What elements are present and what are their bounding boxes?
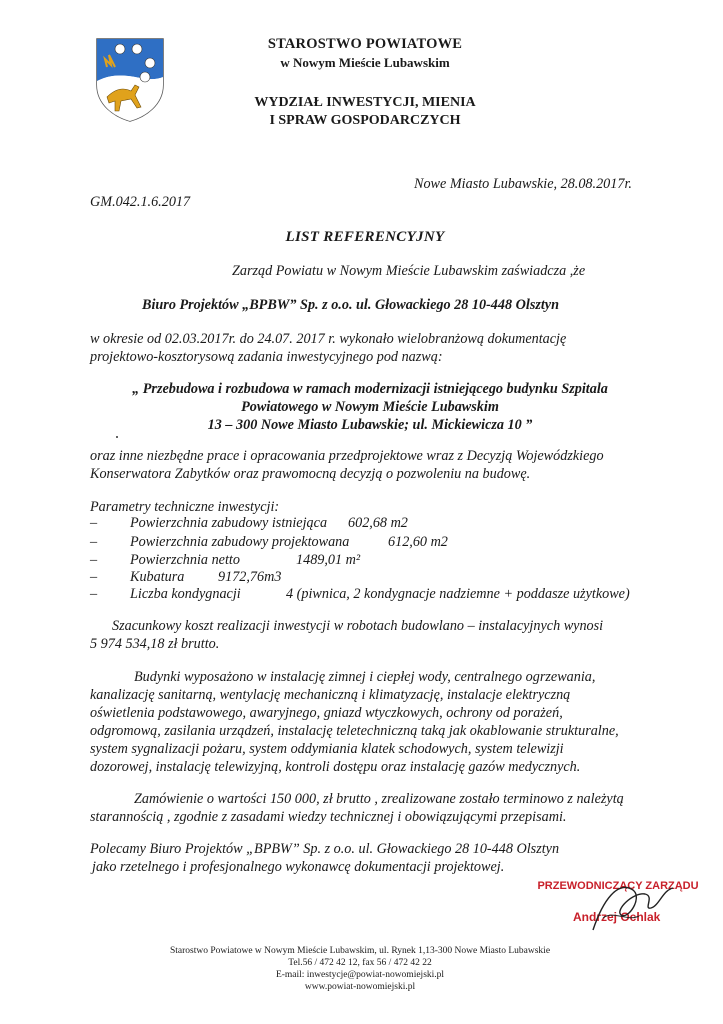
other-line-2: Konserwatora Zabytków oraz prawomocną decyzją o pozwoleniu na budowę. bbox=[90, 466, 531, 482]
footer-address: Starostwo Powiatowe w Nowym Mieście Lubawskim, ul. Rynek 1,13-300 Nowe Miasto Lubawskie bbox=[169, 946, 551, 956]
reference-number: GM.042.1.6.2017 bbox=[90, 194, 191, 210]
project-line-2: Powiatowego w Nowym Mieście Lubawskim bbox=[241, 399, 499, 415]
footer-website: www.powiat-nowomiejski.pl bbox=[304, 982, 416, 992]
company-line: Biuro Projektów „BPBW” Sp. z o.o. ul. Głowackiego 28 10-448 Olsztyn bbox=[142, 297, 559, 313]
param-label: Kubatura bbox=[130, 569, 185, 585]
cost-line-1: Szacunkowy koszt realizacji inwestycji w robotach budowlano – instalacyjnych wynosi bbox=[112, 618, 604, 634]
document-title: LIST REFERENCYJNY bbox=[285, 229, 445, 245]
footer-phone: Tel.56 / 472 42 12, fax 56 / 472 42 22 bbox=[288, 958, 432, 968]
handwritten-signature-icon bbox=[573, 870, 683, 940]
footer-email: E-mail: inwestycje@powiat-nowomiejski.pl bbox=[275, 970, 445, 980]
order-line-1: Zamówienie o wartości 150 000, zł brutto , zrealizowane zostało terminowo z należytą bbox=[134, 791, 624, 807]
period-line-1: w okresie od 02.03.2017r. do 24.07. 2017 r. wykonało wielobranżową dokumentację bbox=[90, 331, 567, 347]
param-label: Powierzchnia zabudowy projektowana bbox=[130, 534, 350, 550]
install-line: kanalizację sanitarną, wentylację mechaniczną i klimatyzację, instalacje elektryczną bbox=[90, 687, 571, 703]
project-line-1: „ Przebudowa i rozbudowa w ramach modernizacji istniejącego budynku Szpitala bbox=[132, 381, 608, 397]
param-value: 612,60 m2 bbox=[388, 534, 448, 550]
header-office-location: w Nowym Mieście Lubawskim bbox=[280, 55, 450, 70]
place-date: Nowe Miasto Lubawskie, 28.08.2017r. bbox=[414, 176, 632, 192]
order-line-2: starannością , zgodnie z zasadami wiedzy technicznej i obowiązującymi przepisami. bbox=[90, 809, 567, 825]
header-department-line1: WYDZIAŁ INWESTYCJI, MIENIA bbox=[254, 95, 476, 110]
install-line: Budynki wyposażono w instalację zimnej i ciepłej wody, centralnego ogrzewania, bbox=[134, 669, 596, 685]
install-line: dozorowej, instalację telewizyjną, kontroli dostępu oraz instalację gazów medycznych. bbox=[90, 759, 581, 775]
signature-name: Andrzej Ochlak bbox=[573, 910, 661, 924]
param-label: Powierzchnia zabudowy istniejąca bbox=[130, 515, 328, 531]
install-line: system sygnalizacji pożaru, system oddymiania klatek schodowych, system telewizji bbox=[90, 741, 564, 757]
recommend-line-1: Polecamy Biuro Projektów „BPBW” Sp. z o.o. ul. Głowackiego 28 10-448 Olsztyn bbox=[90, 841, 560, 857]
signature-stamp bbox=[533, 870, 703, 940]
recommend-line-2: jako rzetelnego i profesjonalnego wykonawcę dokumentacji projektowej. bbox=[92, 859, 505, 875]
project-line-3: 13 – 300 Nowe Miasto Lubawskie; ul. Mickiewicza 10 ” bbox=[207, 417, 533, 433]
header-department-line2: I SPRAW GOSPODARCZYCH bbox=[269, 113, 461, 128]
signature-title: PRZEWODNICZĄCY ZARZĄDU bbox=[537, 880, 699, 892]
cost-line-2: 5 974 534,18 zł brutto. bbox=[90, 636, 220, 652]
param-value: 4 (piwnica, 2 kondygnacje nadziemne + poddasze użytkowe) bbox=[286, 586, 630, 602]
other-line-1: oraz inne niezbędne prace i opracowania przedprojektowe wraz z Decyzją Wojewódzkiego bbox=[90, 448, 604, 464]
stray-dot bbox=[116, 436, 118, 438]
period-line-2: projektowo-kosztorysową zadania inwestycyjnego pod nazwą: bbox=[90, 349, 443, 365]
param-label: Powierzchnia netto bbox=[130, 552, 240, 568]
param-value: 9172,76m3 bbox=[218, 569, 282, 585]
params-heading: Parametry techniczne inwestycji: bbox=[90, 499, 280, 515]
coat-of-arms-icon bbox=[95, 37, 165, 122]
param-label: Liczba kondygnacji bbox=[130, 586, 241, 602]
install-line: odgromową, zasilania urządzeń, instalację teletechniczną taką jak okablowanie strukturalne, bbox=[90, 723, 619, 739]
intro-text: Zarząd Powiatu w Nowym Mieście Lubawskim zaświadcza ,że bbox=[232, 263, 586, 279]
param-value: 1489,01 m² bbox=[296, 552, 361, 568]
param-value: 602,68 m2 bbox=[348, 515, 408, 531]
header-office-name: STAROSTWO POWIATOWE bbox=[267, 36, 463, 52]
install-line: oświetlenia podstawowego, awaryjnego, gniazd wtyczkowych, ochrony od porażeń, bbox=[90, 705, 563, 721]
footer bbox=[120, 945, 600, 993]
